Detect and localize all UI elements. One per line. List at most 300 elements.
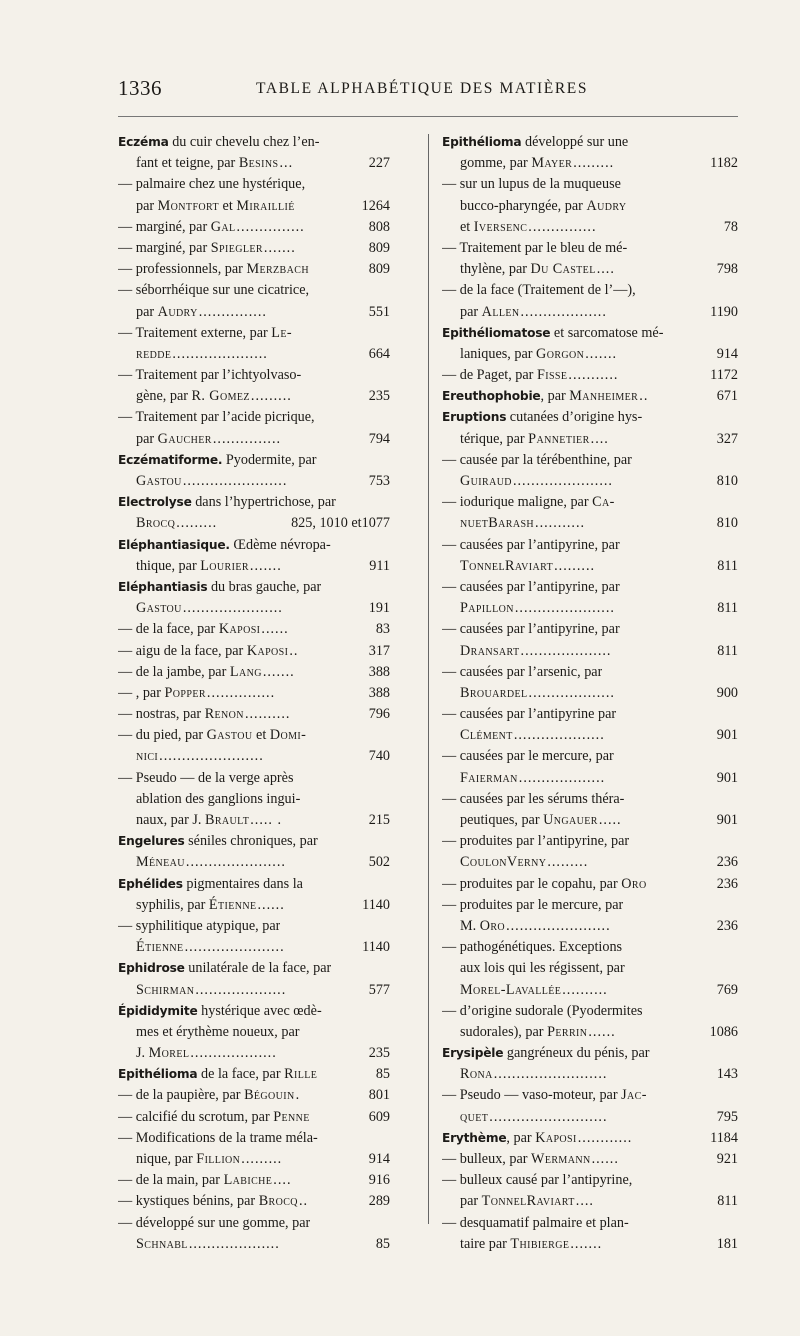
author-name: Brouardel <box>460 684 528 701</box>
leader-dots: ...................... <box>514 600 615 617</box>
headword: Epithéliomatose <box>442 325 551 340</box>
entry-text <box>442 280 636 301</box>
headword: Eléphantiasique. <box>118 537 230 552</box>
author-name: Raviart <box>526 1193 575 1210</box>
leader-dots: .. <box>298 1193 309 1210</box>
author-name: Papillon <box>460 600 514 617</box>
author-name: Brocq <box>136 515 176 532</box>
page-reference: 235 <box>368 1045 390 1062</box>
index-entry-heading <box>118 492 390 513</box>
index-entry-line <box>442 1213 738 1234</box>
entry-text-segment: par <box>136 197 158 214</box>
leader-dots: ....... <box>585 345 618 362</box>
index-entry-line <box>118 365 390 386</box>
page-reference: 1140 <box>362 896 390 913</box>
entry-text <box>442 704 616 725</box>
entry-text-segment: Pyodermite, par <box>222 451 317 468</box>
entry-text <box>442 746 614 767</box>
author-name: Oro <box>621 875 647 892</box>
left-column <box>118 132 390 1255</box>
leader-dots: ................... <box>190 1045 277 1062</box>
page-reference: 795 <box>716 1108 738 1125</box>
leader-dots: ................... <box>518 769 606 786</box>
leader-dots: ............... <box>236 218 305 235</box>
author-name: Audry <box>586 197 627 214</box>
headword: Engelures <box>118 834 185 849</box>
entry-text <box>136 344 171 365</box>
entry-text <box>460 513 534 534</box>
entry-text <box>118 1191 298 1212</box>
index-entry-line <box>118 683 390 704</box>
headword: Ephidrose <box>118 961 185 976</box>
entry-text-segment: bucco-pharyngée, par <box>460 197 587 214</box>
index-entry-line <box>442 683 738 704</box>
author-name: Perrin <box>547 1023 588 1040</box>
entry-text <box>460 641 520 662</box>
author-name: Kaposi <box>218 621 261 638</box>
author-name: Rona <box>460 1066 493 1083</box>
entry-text <box>460 429 590 450</box>
page-reference: 811 <box>717 557 738 574</box>
entry-text <box>460 916 505 937</box>
entry-text <box>460 958 625 979</box>
leader-dots: ...... <box>261 621 289 638</box>
entry-text <box>442 132 628 153</box>
leader-dots: ...... <box>588 1023 616 1040</box>
entry-text <box>118 662 262 683</box>
page-reference: 901 <box>716 727 738 744</box>
index-entry-line <box>118 280 390 301</box>
author-name: Gastou <box>206 727 253 744</box>
entry-text <box>118 641 288 662</box>
index-entry-line <box>118 1085 390 1106</box>
entry-text <box>118 1085 295 1106</box>
author-name: Rille <box>284 1066 318 1083</box>
entry-text <box>442 365 567 386</box>
entry-text-segment: — Pseudo — de la verge après <box>118 769 294 786</box>
leader-dots: .... <box>273 1172 292 1189</box>
index-entry-line <box>118 852 390 873</box>
entry-text-segment: — de la face (Traitement de l’—), <box>442 282 636 299</box>
author-name: quet <box>460 1108 489 1125</box>
entry-text <box>460 196 626 217</box>
page-reference: 502 <box>368 854 390 871</box>
index-entry-line <box>442 916 738 937</box>
column-divider <box>428 134 429 1224</box>
author-name: Thibierge <box>510 1235 570 1252</box>
page-reference: 1190 <box>710 303 738 320</box>
author-name: Méneau <box>136 854 185 871</box>
page-reference: 236 <box>716 854 738 871</box>
index-entry-line <box>442 365 738 386</box>
entry-text <box>118 535 331 556</box>
index-entry-heading <box>118 831 390 852</box>
page-reference: 794 <box>368 430 390 447</box>
index-entry-line <box>442 852 738 873</box>
entry-text-segment: — kystiques bénins, par <box>118 1193 259 1210</box>
headword: Erysipèle <box>442 1046 504 1061</box>
entry-text <box>442 874 647 895</box>
page-reference: 914 <box>368 1151 390 1167</box>
entry-text-segment: — Traitement par le bleu de mé- <box>442 239 628 256</box>
index-entry-line <box>442 196 738 217</box>
leader-dots: ........... <box>568 367 619 384</box>
headword: Electrolyse <box>118 495 192 510</box>
index-entry-line <box>118 1107 390 1128</box>
headword: Eruptions <box>442 410 507 425</box>
index-entry-line <box>442 1064 738 1085</box>
entry-text-segment: — développé sur une gomme, par <box>118 1214 311 1231</box>
page-reference: 191 <box>368 600 390 617</box>
page-reference: 671 <box>716 388 738 405</box>
entry-text-segment: dans l’hypertrichose, par <box>191 494 336 511</box>
index-entry-line <box>118 1170 390 1191</box>
index-entry-line <box>118 513 390 534</box>
entry-text-segment: — pathogénétiques. Exceptions <box>442 939 623 956</box>
entry-text-segment: nique, par <box>136 1151 197 1167</box>
running-title: TABLE ALPHABÉTIQUE DES MATIÈRES <box>256 80 589 97</box>
entry-text-segment: — d’origine sudorale (Pyodermites <box>442 1002 643 1019</box>
page-reference: 551 <box>368 303 390 320</box>
index-entry-line <box>442 1107 738 1128</box>
page-reference: 809 <box>368 261 390 278</box>
index-entry-heading <box>442 323 738 344</box>
author-name: Popper <box>164 684 206 701</box>
entry-text <box>118 1128 318 1149</box>
headword: Eczéma <box>118 135 169 149</box>
entry-text-segment: — causées par l’antipyrine par <box>442 706 617 723</box>
index-entry-line <box>442 895 738 916</box>
entry-text-segment: M. <box>460 917 480 934</box>
entry-text-segment: térique, par <box>460 430 529 447</box>
page-reference: 181 <box>716 1235 738 1252</box>
entry-text <box>442 1001 643 1022</box>
leader-dots: .......................... <box>489 1108 608 1125</box>
entry-text <box>460 810 598 831</box>
author-name: Verny <box>506 854 547 871</box>
author-name: Gorgon <box>536 345 585 362</box>
index-entry-line <box>442 810 738 831</box>
entry-text-segment: aux lois qui les régissent, par <box>460 960 625 977</box>
entry-text-segment: développé sur une <box>521 134 629 150</box>
author-name: Domi- <box>269 727 307 744</box>
index-entry-heading <box>442 1043 738 1064</box>
entry-text <box>460 768 518 789</box>
leader-dots: ............... <box>198 303 267 320</box>
author-name: Mayer <box>531 155 573 172</box>
entry-text <box>118 217 236 238</box>
page-reference: 740 <box>368 748 390 765</box>
index-entry-line <box>118 344 390 365</box>
author-name: Renon <box>204 706 244 723</box>
leader-dots: .. <box>289 642 299 659</box>
index-entry-line <box>118 980 390 1001</box>
entry-text-segment: — sur un lupus de la muqueuse <box>442 176 621 193</box>
page-reference: 289 <box>368 1193 390 1210</box>
index-entry-line <box>442 535 738 556</box>
entry-text <box>442 1149 591 1170</box>
entry-text-segment: par <box>460 303 482 320</box>
leader-dots: ...................... <box>184 939 285 956</box>
spacer <box>295 196 362 217</box>
entry-text <box>460 1191 575 1212</box>
leader-dots: ............... <box>528 218 597 235</box>
author-name: Le- <box>271 324 292 341</box>
index-entry-line <box>118 1022 390 1043</box>
author-name: Merzbach <box>246 261 309 278</box>
page-reference: 388 <box>368 684 390 701</box>
index-entry-heading <box>118 450 390 471</box>
index-entry-heading <box>118 132 390 153</box>
entry-text-segment: et <box>219 197 237 214</box>
page-reference: 808 <box>368 218 390 235</box>
page-header <box>118 76 738 104</box>
page-reference: 85 <box>375 1066 390 1083</box>
entry-text-segment: — causées par les sérums théra- <box>442 790 625 807</box>
entry-text-segment: — du pied, par <box>118 727 207 744</box>
entry-text-segment: taire par <box>460 1235 511 1252</box>
page-number: 1336 <box>118 76 162 100</box>
index-entry-line <box>118 937 390 958</box>
headword: Épididymite <box>118 1003 198 1018</box>
entry-text <box>442 1128 577 1149</box>
index-entry-line <box>118 598 390 619</box>
entry-text-segment: du cuir chevelu chez l’en- <box>168 134 320 150</box>
entry-text <box>442 789 624 810</box>
entry-text-segment: — Traitement par l’ichtyolvaso- <box>118 367 302 384</box>
index-entry-line <box>442 302 738 323</box>
leader-dots: ... <box>279 155 294 172</box>
author-name: Montfort <box>157 197 219 214</box>
index-entry-line <box>118 1149 390 1170</box>
index-entry-line <box>442 619 738 640</box>
spacer <box>309 259 369 280</box>
leader-dots: ....... <box>249 557 282 574</box>
index-entry-line <box>442 1149 738 1170</box>
author-name: Jac- <box>621 1087 647 1104</box>
entry-text <box>118 1107 310 1128</box>
leader-dots: ................... <box>520 303 607 320</box>
index-entry-line <box>442 789 738 810</box>
leader-dots: ............ <box>577 1129 633 1146</box>
entry-text-segment: — séborrhéique sur une cicatrice, <box>118 282 310 299</box>
leader-dots: ....................... <box>182 473 288 489</box>
headword: Epithélioma <box>442 135 522 149</box>
entry-text-segment: , par <box>506 1129 536 1146</box>
index-entry-line <box>442 174 738 195</box>
page-reference: 914 <box>716 345 738 362</box>
entry-text <box>442 662 602 683</box>
entry-text <box>118 1001 322 1022</box>
author-name: Dransart <box>460 642 520 659</box>
entry-text-segment: — causée par la térébenthine, par <box>442 451 632 468</box>
leader-dots: .... <box>575 1193 594 1210</box>
index-entry-heading <box>118 535 390 556</box>
index-entry-line <box>442 153 738 174</box>
leader-dots: ...................... <box>512 473 613 489</box>
leader-dots: ............... <box>212 430 282 447</box>
page-reference: 317 <box>368 642 390 659</box>
leader-dots: .. <box>639 388 649 405</box>
author-name: Tonnel <box>460 557 505 574</box>
author-name: Schirman <box>136 981 195 998</box>
index-entry-line <box>118 1234 390 1255</box>
index-entry-line <box>118 238 390 259</box>
entry-text <box>442 1085 647 1106</box>
index-entry-line <box>442 450 738 471</box>
entry-text-segment: — Traitement par l’acide picrique, <box>118 409 315 426</box>
index-entry-line <box>118 323 390 344</box>
page-reference: 215 <box>368 812 390 828</box>
entry-text-segment: — causées par le mercure, par <box>442 748 614 765</box>
index-entry-line <box>442 1022 738 1043</box>
entry-text-segment: thylène, par <box>460 261 531 278</box>
entry-text <box>118 831 318 852</box>
page-reference: 796 <box>368 706 390 723</box>
index-entry-line <box>118 725 390 746</box>
page-reference: 901 <box>716 812 738 828</box>
entry-text-segment: — de la jambe, par <box>118 663 230 680</box>
entry-text <box>136 1022 300 1043</box>
page-reference: 327 <box>716 430 738 447</box>
leader-dots: ......... <box>547 854 589 871</box>
entry-text <box>118 407 315 428</box>
entry-text <box>460 980 561 1001</box>
leader-dots: ............... <box>206 684 276 701</box>
author-name: Guiraud <box>460 473 512 489</box>
entry-text <box>118 323 292 344</box>
entry-text <box>136 937 184 958</box>
entry-text <box>136 598 182 619</box>
entry-text-segment: gène, par <box>136 388 192 405</box>
index-entry-line <box>442 980 738 1001</box>
entry-text-segment: gomme, par <box>460 155 532 172</box>
entry-text <box>442 577 620 598</box>
page-reference: 753 <box>368 473 390 489</box>
index-entry-line <box>442 1085 738 1106</box>
index-entry-heading <box>442 132 738 153</box>
entry-text-segment: par <box>460 1193 482 1210</box>
entry-text-segment: — causées par l’antipyrine, par <box>442 536 620 553</box>
author-name: Besins <box>238 155 279 172</box>
entry-text-segment: — causées par l’antipyrine, par <box>442 578 620 595</box>
entry-text <box>136 153 278 174</box>
leader-dots: ......... <box>250 388 292 405</box>
author-name: Bégouin <box>244 1087 295 1104</box>
index-entry-line <box>118 407 390 428</box>
entry-text <box>136 556 249 577</box>
entry-text <box>118 1170 272 1191</box>
index-entry-line <box>442 874 738 895</box>
author-name: Du Castel <box>530 261 596 278</box>
author-name: Kaposi <box>535 1129 577 1146</box>
leader-dots: .... <box>590 430 609 447</box>
entry-text <box>460 471 512 492</box>
index-entry-line <box>118 916 390 937</box>
index-entry-heading <box>118 577 390 598</box>
entry-text <box>460 1234 569 1255</box>
leader-dots: . <box>295 1087 301 1104</box>
entry-text <box>118 874 303 895</box>
page-reference: 1077 <box>361 515 390 532</box>
author-name: Pannetier <box>528 430 590 447</box>
author-name: Tonnel <box>481 1193 527 1210</box>
entry-text <box>442 895 623 916</box>
page-reference: 78 <box>723 218 738 235</box>
entry-text-segment: 825, 1010 et <box>291 515 362 532</box>
index-entry-line <box>118 217 390 238</box>
entry-text <box>442 386 638 407</box>
index-entry-line <box>442 1234 738 1255</box>
page-reference: 916 <box>368 1172 390 1189</box>
index-entry-line <box>442 556 738 577</box>
author-name: Ca- <box>592 494 615 511</box>
headword: Eléphantiasis <box>118 579 208 594</box>
index-entry-line <box>118 746 390 767</box>
entry-text-segment: — aigu de la face, par <box>118 642 247 659</box>
author-name: Schnabl <box>136 1235 188 1252</box>
entry-text <box>118 280 309 301</box>
entry-text-segment: pigmentaires dans la <box>182 875 303 892</box>
entry-text <box>460 1107 488 1128</box>
index-entry-heading <box>442 1128 738 1149</box>
page-reference: 921 <box>716 1151 738 1167</box>
leader-dots: ....................... <box>506 917 611 934</box>
entry-text <box>118 619 260 640</box>
page-reference: 1184 <box>710 1129 738 1146</box>
index-entry-line <box>442 1191 738 1212</box>
entry-text <box>442 831 629 852</box>
spacer <box>317 1064 376 1085</box>
entry-text <box>136 980 194 1001</box>
index-entry-line <box>118 1043 390 1064</box>
leader-dots: ................... <box>528 684 615 701</box>
entry-text-segment: unilatérale de la face, par <box>184 960 332 977</box>
index-entry-line <box>118 174 390 195</box>
entry-text <box>136 471 182 492</box>
index-entry-line <box>442 662 738 683</box>
index-entry-line <box>118 302 390 323</box>
index-entry-line <box>442 937 738 958</box>
entry-text-segment: de la face, par <box>197 1066 285 1083</box>
author-name: Gal <box>210 218 236 235</box>
entry-text <box>118 1213 310 1234</box>
page-reference: 577 <box>368 981 390 998</box>
entry-text <box>442 174 621 195</box>
spacer <box>310 1107 369 1128</box>
entry-text <box>136 302 198 323</box>
index-entry-line <box>442 768 738 789</box>
index-entry-heading <box>118 874 390 895</box>
entry-text-segment: hystérique avec œdè- <box>197 1002 322 1019</box>
entry-text-segment: naux, par J. <box>136 812 205 828</box>
entry-text-segment: — professionnels, par <box>118 261 247 278</box>
entry-text-segment: — iodurique maligne, par <box>442 494 593 511</box>
index-entry-line <box>442 958 738 979</box>
entry-text <box>460 556 553 577</box>
entry-text <box>136 429 212 450</box>
headword: Epithélioma <box>118 1067 198 1082</box>
leader-dots: .................... <box>520 642 612 659</box>
right-column <box>442 132 738 1255</box>
entry-text <box>442 1213 629 1234</box>
author-name: Labiche <box>223 1172 273 1189</box>
leader-dots: ....................... <box>159 748 264 765</box>
page-reference: 769 <box>716 981 738 998</box>
entry-text <box>118 577 321 598</box>
leader-dots: ......... <box>573 155 615 172</box>
entry-text <box>460 153 572 174</box>
